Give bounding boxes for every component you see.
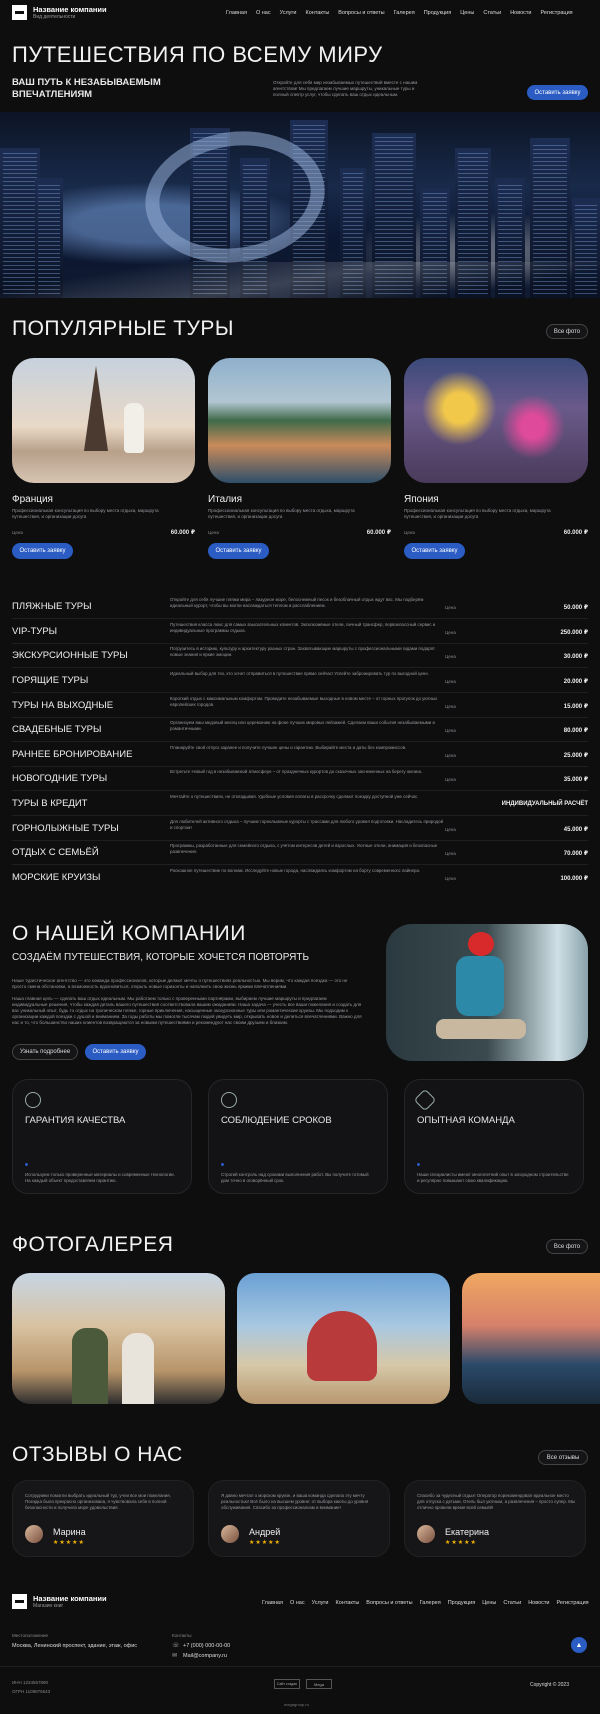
bullet-icon: [25, 1163, 28, 1166]
footer-address: Москва, Ленинский проспект, здание, этаж, офис: [12, 1643, 138, 1649]
price-row: [12, 766, 588, 791]
popular-title: ПОПУЛЯРНЫЕ ТУРЫ: [12, 317, 234, 340]
company-name: Название компании: [33, 5, 107, 14]
price-row-value: 80.000 ₽: [563, 728, 588, 734]
price-row-desc: Мечтайте о путешествиях, не откладывая. Удобные условия оплаты в рассрочку сделают поездку доступной уже сейчас.: [170, 794, 419, 799]
price-row-name: ГОРЯЩИЕ ТУРЫ: [12, 675, 89, 686]
price-row: [12, 840, 588, 865]
feature-text: Наши специалисты имеют многолетний опыт в загородном строительстве и регулярно повышают свою квалификацию.: [417, 1172, 569, 1183]
price-row-name: СВАДЕБНЫЕ ТУРЫ: [12, 724, 102, 735]
megagroup-link[interactable]: megagroup.ru: [284, 1702, 309, 1707]
about-paragraph-2: Наша главная цель — сделать ваш отдых идеальным. Мы работаем только с проверенными партнёрами, выбираем лучшие маршруты и предлагаем индивидуальные решения, чтобы каждая деталь вашего путешествия соответствовала вашим ожиданиям. Наша задача — учесть все ваши пожелания и создать для вас уникальный опыт, будь то отдых на тропическом пляже, горные приключения, насыщенные экскурсионные туры или романтические круизы. Мы подходим к организации каждой поездки с душой и вниманием. За годы работы мы помогли тысячам людей увидеть мир, открывать новое и делиться впечатлениями. Важно для нас и то, что большинство наших клиентов возвращаются за новыми путешествиями и рекомендуют нас своим друзьям и близким.: [12, 996, 362, 1025]
tour-image-france[interactable]: [12, 358, 195, 483]
price-row-label: Цена: [445, 630, 456, 635]
price-row-desc: Планируйте свой отпуск заранее и получите лучшие цены и гарантию. Выбирайте места и даты без компромиссов.: [170, 745, 407, 750]
gallery-photo[interactable]: [237, 1273, 450, 1404]
hero-subtitle: ВАШ ПУТЬ К НЕЗАБЫВАЕМЫМ ВПЕЧАТЛЕНИЯМ: [12, 77, 161, 100]
tour-desc: Профессиональная консультация по выбору места отдыха, маршрута путешествия, и организации досуга: [208, 508, 355, 519]
popular-all-photos-button[interactable]: Все фото: [546, 324, 588, 339]
price-row: [12, 816, 588, 841]
tour-name: Франция: [12, 494, 53, 505]
nav-item-products[interactable]: Продукция: [423, 10, 452, 16]
avatar: [221, 1525, 239, 1543]
tour-name: Италия: [208, 494, 243, 505]
nav-item-faq[interactable]: Вопросы и ответы: [338, 10, 385, 16]
price-row-desc: Программы, разработанные для семейного отдыха, с учётом интересов детей и взрослых. Уютные отели, анимация и безопасные развлечения.: [170, 843, 438, 854]
price-row-value: 50.000 ₽: [563, 605, 588, 611]
rating-stars-icon: ★★★★★: [249, 1540, 281, 1546]
review-text: Я давно мечтал о морском круизе, и ваша команда сделала эту мечту реальностью! Всё было на высшем уровне: от выбора каюты до уровня обслуживания. Спасибо за профессионализм и внимание!: [221, 1493, 369, 1510]
review-author: Екатерина: [445, 1527, 489, 1537]
price-row-desc: Для любителей активного отдыха – лучшие горнолыжные курорты с трассами для любого уровня подготовки. Насладитесь природой и спортом!: [170, 819, 444, 830]
tour-order-button[interactable]: Оставить заявку: [12, 543, 73, 559]
tour-order-button[interactable]: Оставить заявку: [208, 543, 269, 559]
nav-item-articles[interactable]: Статьи: [483, 10, 502, 16]
footer-nav-faq[interactable]: Вопросы и ответы: [366, 1600, 413, 1606]
phone-icon: ☏: [172, 1643, 180, 1649]
footer-copyright: Copyright © 2023: [530, 1682, 569, 1688]
price-row-name: ГОРНОЛЫЖНЫЕ ТУРЫ: [12, 823, 119, 834]
nav-item-home[interactable]: Главная: [226, 10, 247, 16]
feature-text: Строгий контроль над сроками выполнения работ. Вы получите готовый дом точно в оговорённый срок.: [221, 1172, 369, 1183]
about-image: [386, 924, 588, 1061]
footer-nav-products[interactable]: Продукция: [447, 1600, 476, 1606]
price-row: [12, 865, 588, 890]
tour-desc: Профессиональная консультация по выбору места отдыха, маршрута путешествия, и организации досуга: [404, 508, 551, 519]
footer-nav-news[interactable]: Новости: [528, 1600, 550, 1606]
price-row-value: 25.000 ₽: [563, 753, 588, 759]
price-row-label: Цена: [445, 777, 456, 782]
nav-item-services[interactable]: Услуги: [279, 10, 297, 16]
hero-image: [0, 112, 600, 298]
review-card: [12, 1480, 194, 1557]
price-row-desc: Роскошное путешествие по волнам. Исследуйте новые города, наслаждаясь комфортом на борту современного лайнера.: [170, 868, 421, 873]
price-row: [12, 791, 588, 816]
company-activity: Вид деятельности: [33, 14, 76, 20]
footer-inn: ИНН 1234567890: [12, 1680, 49, 1685]
tour-image-japan[interactable]: [404, 358, 588, 483]
feature-title: ОПЫТНАЯ КОМАНДА: [417, 1115, 515, 1126]
rating-stars-icon: ★★★★★: [53, 1540, 85, 1546]
gallery-title: ФОТОГАЛЕРЕЯ: [12, 1233, 174, 1256]
price-row-value: 35.000 ₽: [563, 777, 588, 783]
price-row-name: ЭКСКУРСИОННЫЕ ТУРЫ: [12, 650, 128, 661]
rating-stars-icon: ★★★★★: [445, 1540, 477, 1546]
footer-nav-contacts[interactable]: Контакты: [335, 1600, 360, 1606]
tour-price: 60.000 ₽: [563, 530, 588, 536]
price-row-value: 15.000 ₽: [563, 704, 588, 710]
price-row-name: РАННЕЕ БРОНИРОВАНИЕ: [12, 749, 133, 760]
footer-nav-prices[interactable]: Цены: [482, 1600, 497, 1606]
price-row-label: Цена: [445, 827, 456, 832]
footer-nav-about[interactable]: О нас: [289, 1600, 305, 1606]
quality-icon: [25, 1092, 41, 1108]
price-row: [12, 619, 588, 644]
about-paragraph-1: Наше туристическое агентство — это команда профессионалов, которые делают мечты о путешествиях реальностью. Мы верим, что каждая поездка — это не просто смена обстановки, а возможность вдохновиться, открыть новые горизонты и наполнить свою жизнь яркими впечатлениями.: [12, 978, 348, 989]
logo[interactable]: [12, 5, 27, 20]
reviews-title: ОТЗЫВЫ О НАС: [12, 1443, 183, 1466]
price-row-desc: Погрузитесь в историю, культуру и архитектуру разных стран. Захватывающие маршруты с профессиональными гидами подарят новые знания и яркие эмоции.: [170, 646, 436, 657]
feature-text: Используем только проверенные материалы и современные технологии. На каждый объект предоставляем гарантию.: [25, 1172, 175, 1183]
footer-nav-register[interactable]: Регистрация: [556, 1600, 589, 1606]
hero-order-button[interactable]: Оставить заявку: [527, 85, 588, 100]
footer-company-name: Название компании: [33, 1594, 107, 1603]
nav-item-prices[interactable]: Цены: [460, 10, 475, 16]
footer-nav-services[interactable]: Услуги: [311, 1600, 329, 1606]
review-card: [208, 1480, 390, 1557]
site-badge-created[interactable]: Сайт создан: [274, 1679, 300, 1689]
price-row-desc: Встретьте Новый год в незабываемой атмосфере – от праздничных курортов до сказочных заснеженных на берегу океана.: [170, 769, 423, 774]
tour-price: 60.000 ₽: [170, 530, 195, 536]
footer: [0, 1580, 600, 1714]
footer-nav-articles[interactable]: Статьи: [503, 1600, 522, 1606]
about-title: О НАШЕЙ КОМПАНИИ: [12, 922, 246, 945]
price-row: [12, 742, 588, 767]
hero-title: ПУТЕШЕСТВИЯ ПО ВСЕМУ МИРУ: [12, 42, 383, 67]
nav-item-about[interactable]: О нас: [255, 10, 271, 16]
footer-company-activity: Магазин книг: [33, 1603, 64, 1609]
footer-contacts-label: Контакты: [172, 1633, 192, 1638]
price-row-desc: Организуем ваш медовый месяц или церемонию на фоне лучших мировых пейзажей. Сделаем ваши события незабываемыми и романтичными.: [170, 720, 435, 731]
clock-icon: [221, 1092, 237, 1108]
hero-text: Откройте для себя мир незабываемых путешествий вместе с нашим агентством! Мы предлагаем лучшие маршруты, уникальные туры и полный спектр услуг, чтобы сделать ваш отдых идеальным.: [273, 80, 418, 97]
review-author: Марина: [53, 1527, 86, 1537]
about-order-button[interactable]: Оставить заявку: [85, 1044, 146, 1060]
price-row: [12, 594, 588, 619]
price-row-label: Цена: [445, 851, 456, 856]
price-row-name: МОРСКИЕ КРУИЗЫ: [12, 872, 101, 883]
gallery-all-photos-button[interactable]: Все фото: [546, 1239, 588, 1254]
scroll-top-button[interactable]: ▲: [571, 1637, 587, 1653]
footer-ogrn: ОГРН 1109876543: [12, 1689, 51, 1694]
tour-image-italy[interactable]: [208, 358, 391, 483]
price-row-desc: Откройте для себя лучшие пляжи мира – лазурное море, белоснежный песок и безоблачный отдых ждут вас. Мы подберём идеальный курорт, чтобы вы могли наслаждаться теплом и расслаблением.: [170, 597, 424, 608]
feature-title: ГАРАНТИЯ КАЧЕСТВА: [25, 1115, 126, 1126]
price-row-name: ПЛЯЖНЫЕ ТУРЫ: [12, 601, 92, 612]
price-row-value: 100.000 ₽: [560, 876, 588, 882]
footer-nav: [262, 1600, 589, 1606]
header: [0, 0, 600, 30]
price-row-label: Цена: [445, 753, 456, 758]
price-row-value: 70.000 ₽: [563, 851, 588, 857]
gallery-photo[interactable]: [462, 1273, 600, 1404]
nav-item-news[interactable]: Новости: [510, 10, 532, 16]
reviews-all-button[interactable]: Все отзывы: [538, 1450, 588, 1465]
price-row-label: Цена: [445, 605, 456, 610]
price-row-label: Цена: [445, 704, 456, 709]
team-icon: [414, 1089, 437, 1112]
footer-phone[interactable]: +7 (000) 000-00-00: [183, 1643, 231, 1649]
price-row-name: ТУРЫ НА ВЫХОДНЫЕ: [12, 700, 114, 711]
tour-order-button[interactable]: Оставить заявку: [404, 543, 465, 559]
tour-price: 60.000 ₽: [366, 530, 391, 536]
price-row: [12, 717, 588, 742]
tour-price-label: Цена: [12, 530, 23, 535]
price-row-value: 20.000 ₽: [563, 679, 588, 685]
price-row-label: Цена: [445, 679, 456, 684]
price-row-value: ИНДИВИДУАЛЬНЫЙ РАСЧЁТ: [501, 801, 588, 807]
tour-name: Япония: [404, 494, 439, 505]
price-row: [12, 643, 588, 668]
price-row-value: 30.000 ₽: [563, 654, 588, 660]
footer-location-label: Местоположение: [12, 1633, 49, 1638]
price-row-value: 45.000 ₽: [563, 827, 588, 833]
price-row: [12, 693, 588, 718]
price-row-desc: Идеальный выбор для тех, кто хочет отправиться в путешествие прямо сейчас! Успейте забронировать тур по выгодной цене.: [170, 671, 429, 676]
footer-nav-home[interactable]: Главная: [262, 1600, 283, 1606]
price-row-name: НОВОГОДНИЕ ТУРЫ: [12, 773, 108, 784]
review-card: [404, 1480, 586, 1557]
price-row-value: 250.000 ₽: [560, 630, 588, 636]
footer-logo[interactable]: [12, 1594, 27, 1609]
nav-item-contacts[interactable]: Контакты: [305, 10, 330, 16]
price-row-name: ТУРЫ В КРЕДИТ: [12, 798, 88, 809]
footer-nav-gallery[interactable]: Галерея: [419, 1600, 441, 1606]
price-row: [12, 668, 588, 693]
gallery-photo[interactable]: [12, 1273, 225, 1404]
site-badge-mega[interactable]: Mega: [306, 1679, 332, 1689]
tour-price-label: Цена: [404, 530, 415, 535]
footer-email[interactable]: Mail@company.ru: [183, 1653, 227, 1659]
feature-card: [12, 1079, 192, 1194]
main-nav: [226, 10, 573, 16]
about-more-button[interactable]: Узнать подробнее: [12, 1044, 78, 1060]
avatar: [417, 1525, 435, 1543]
mail-icon: ✉: [172, 1653, 178, 1659]
price-row-label: Цена: [445, 654, 456, 659]
feature-card: [404, 1079, 584, 1194]
price-row-name: VIP-ТУРЫ: [12, 626, 58, 637]
price-row-label: Цена: [445, 876, 456, 881]
nav-item-gallery[interactable]: Галерея: [393, 10, 415, 16]
feature-card: [208, 1079, 388, 1194]
about-subtitle: СОЗДАЁМ ПУТЕШЕСТВИЯ, КОТОРЫЕ ХОЧЕТСЯ ПОВТОРЯТЬ: [12, 952, 310, 963]
price-row-desc: Короткий отдых с максимальным комфортом. Проведите незабываемые выходные в новом месте – от горных прогулок до уютных европейских городов.: [170, 696, 438, 707]
nav-item-register[interactable]: Регистрация: [540, 10, 573, 16]
feature-title: СОБЛЮДЕНИЕ СРОКОВ: [221, 1115, 332, 1126]
price-row-name: ОТДЫХ С СЕМЬЁЙ: [12, 847, 99, 858]
review-author: Андрей: [249, 1527, 281, 1537]
price-row-label: Цена: [445, 728, 456, 733]
tour-desc: Профессиональная консультация по выбору места отдыха, маршрута путешествия, и организации досуга: [12, 508, 159, 519]
bullet-icon: [221, 1163, 224, 1166]
tour-price-label: Цена: [208, 530, 219, 535]
bullet-icon: [417, 1163, 420, 1166]
review-text: Сотрудники помогли выбрать идеальный тур, учли все мои пожелания. Поездка была прекрасно организована, я чувствовала себя в полной безопасности и получила море удовольствия.: [25, 1493, 171, 1510]
price-row-desc: Путешествия класса люкс для самых взыскательных клиентов. Эксклюзивные отели, личный трансфер, первоклассный сервис и индивидуальные программы отдыха.: [170, 622, 436, 633]
avatar: [25, 1525, 43, 1543]
review-text: Спасибо за чудесный отдых! Оператор порекомендовал идеальное место для отпуска с детьми. Отель был уютным, а развлечения – просто супер. Мы отлично провели время всей семьёй!: [417, 1493, 576, 1510]
